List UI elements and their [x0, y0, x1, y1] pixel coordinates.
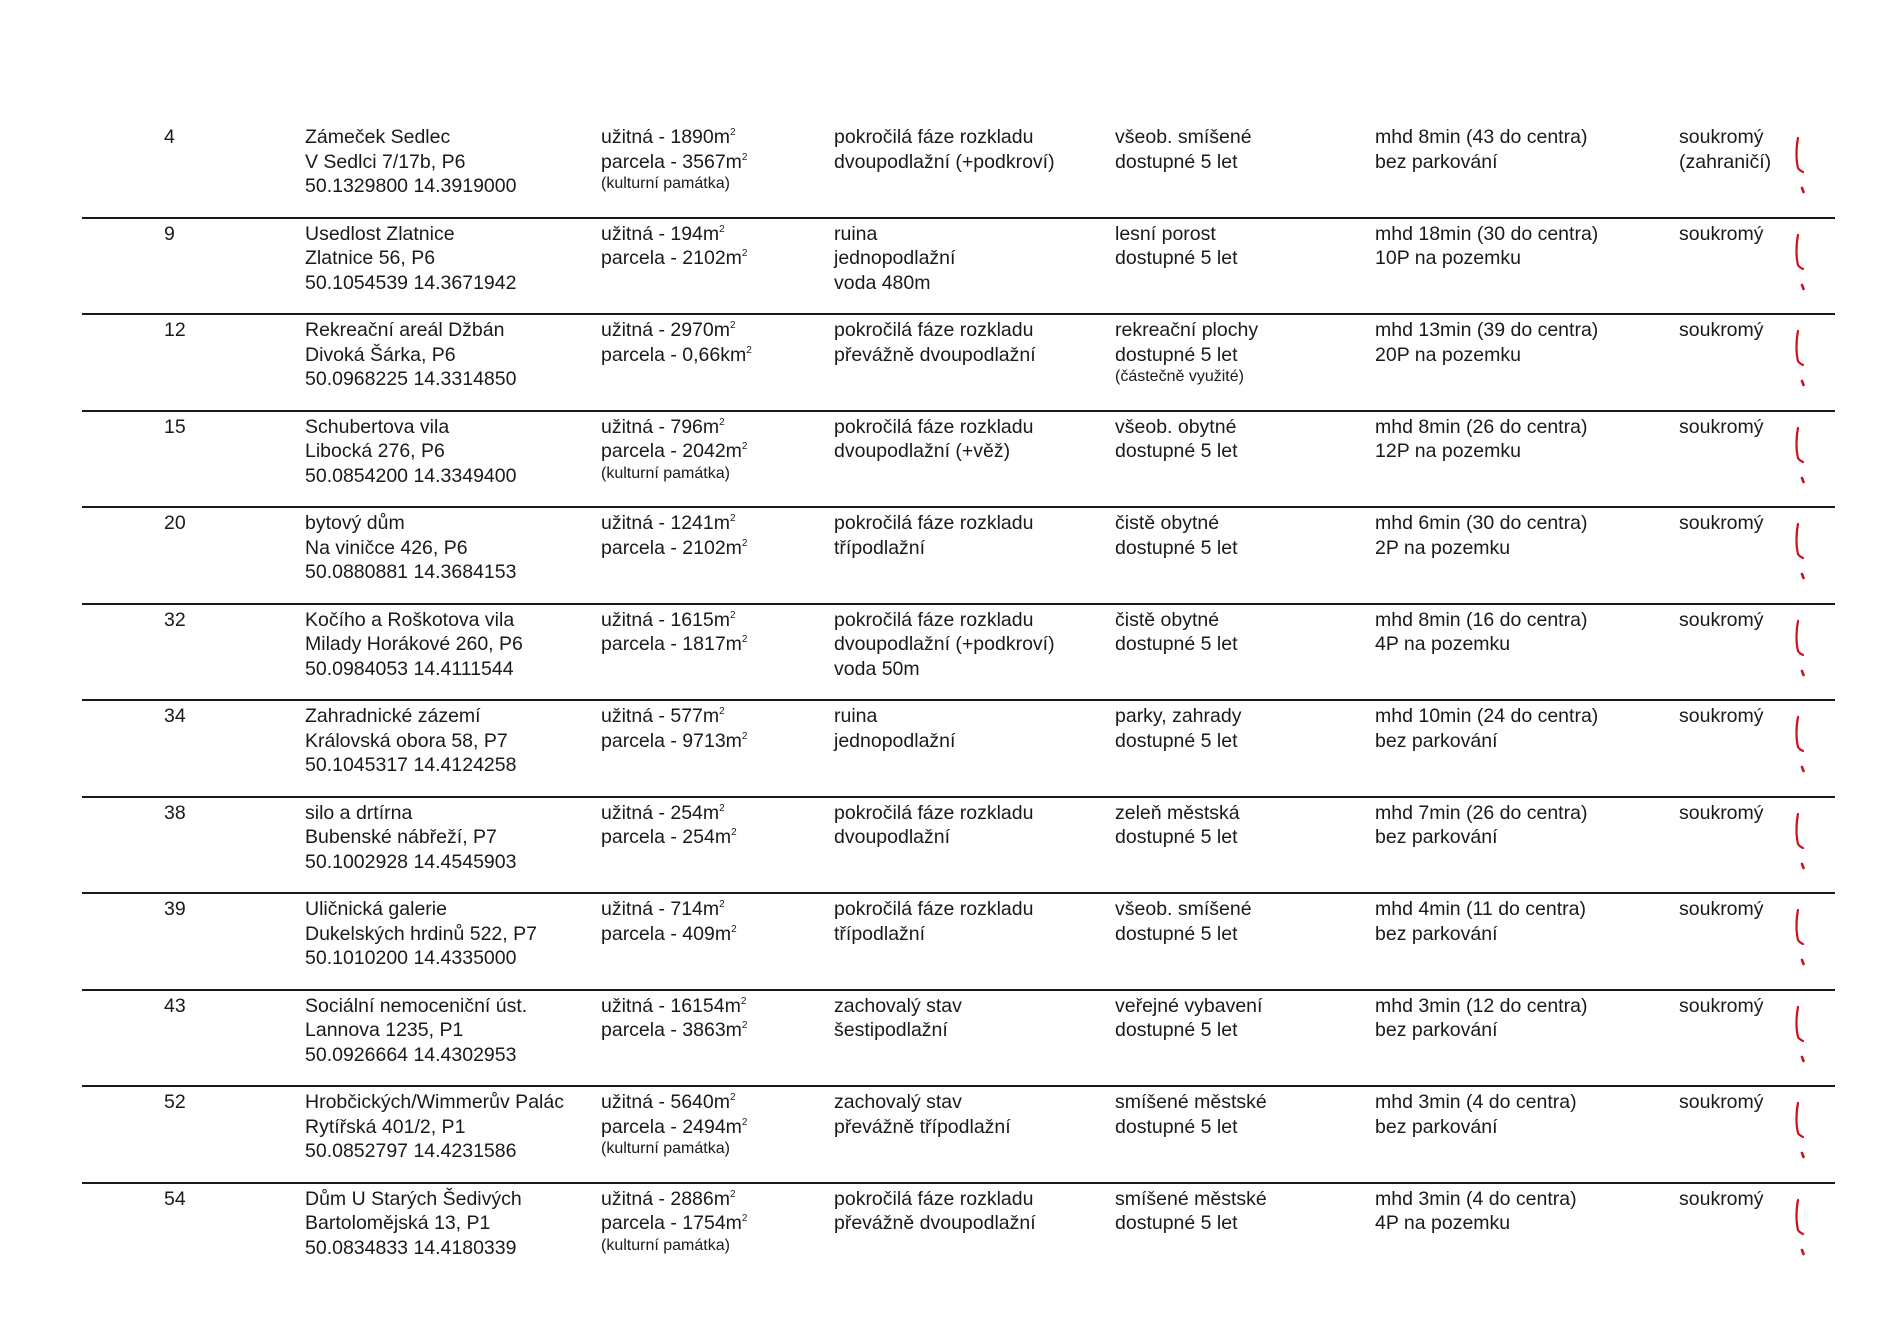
building-state	[834, 511, 1033, 560]
useful-area: užitná - $254m^2$	[601, 801, 725, 824]
use-line: dostupné 5 let	[1115, 633, 1238, 655]
name-line: Bartolomějská 13, P1	[305, 1212, 491, 1234]
transport-parking	[1375, 704, 1598, 753]
state-line: převážně třípodlažní	[834, 1115, 1011, 1138]
property-name-address	[305, 801, 516, 875]
area-info	[601, 511, 747, 560]
name-line: Divoká Šárka, P6	[305, 343, 456, 366]
red-mark-icon	[1794, 906, 1808, 968]
building-state	[834, 704, 955, 753]
parcel-area: parcela - $0,66km^2$	[601, 343, 752, 366]
state-line: dvoupodlažní	[834, 826, 951, 848]
mhd-line: mhd 10min (24 do centra)	[1375, 705, 1599, 727]
state-line: pokročilá fáze rozkladu	[834, 1187, 1034, 1210]
state-line: dvoupodlažní (+podkroví)	[834, 150, 1055, 173]
use-line: zeleň městská	[1115, 801, 1240, 824]
area-info	[601, 608, 747, 657]
use-line: dostupné 5 let	[1115, 729, 1238, 752]
use-line: smíšené městské	[1115, 1187, 1267, 1210]
mhd-line: mhd 3min (12 do centra)	[1375, 994, 1588, 1017]
name-line: Usedlost Zlatnice	[305, 222, 455, 245]
parcel-area: parcela - $2102m^2$	[601, 536, 748, 559]
row-number: 15	[164, 415, 186, 438]
ownership	[1679, 415, 1764, 440]
name-line: 50.1002928 14.4545903	[305, 850, 517, 873]
row-number: 38	[164, 801, 186, 824]
red-mark-icon	[1794, 1196, 1808, 1258]
use-line: dostupné 5 let	[1115, 1212, 1238, 1234]
state-line: pokročilá fáze rozkladu	[834, 898, 1034, 920]
parcel-area: parcela - $409m^2$	[601, 922, 737, 945]
owner-line: soukromý	[1679, 608, 1764, 631]
use-line: dostupné 5 let	[1115, 536, 1238, 559]
mhd-line: mhd 7min (26 do centra)	[1375, 801, 1588, 824]
ownership	[1679, 704, 1764, 729]
name-line: Na viničce 426, P6	[305, 536, 468, 559]
property-name-address	[305, 511, 516, 585]
ownership	[1679, 608, 1764, 633]
building-state	[834, 1090, 1011, 1139]
property-name-address	[305, 608, 523, 682]
name-line: Kočího a Roškotova vila	[305, 608, 515, 631]
owner-line: soukromý	[1679, 994, 1764, 1017]
owner-line: soukromý	[1679, 1187, 1764, 1210]
useful-area: užitná - $16154m^2$	[601, 994, 747, 1017]
mhd-line: bez parkování	[1375, 1019, 1498, 1041]
use-line: veřejné vybavení	[1115, 994, 1263, 1017]
owner-line: soukromý	[1679, 898, 1764, 920]
name-line: bytový dům	[305, 512, 405, 534]
area-info	[601, 415, 747, 484]
mhd-line: mhd 13min (39 do centra)	[1375, 319, 1599, 341]
state-line: jednopodlažní	[834, 729, 956, 752]
state-line: voda 480m	[834, 271, 931, 294]
name-line: 50.0834833 14.4180339	[305, 1236, 517, 1259]
transport-parking	[1375, 125, 1587, 174]
parcel-area: parcela - $2494m^2$	[601, 1115, 748, 1138]
name-line: Lannova 1235, P1	[305, 1019, 464, 1041]
useful-area: užitná - $577m^2$	[601, 705, 725, 727]
land-use	[1115, 1187, 1267, 1236]
row-number: 4	[164, 126, 175, 148]
building-state	[834, 125, 1055, 174]
row-number: 12	[164, 319, 186, 341]
use-line: všeob. smíšené	[1115, 126, 1252, 148]
table-row	[82, 315, 1835, 412]
property-name-address	[305, 704, 516, 778]
property-name-address	[305, 994, 527, 1068]
use-line: všeob. obytné	[1115, 415, 1237, 438]
property-name-address	[305, 318, 516, 392]
table-row	[82, 894, 1835, 991]
state-line: pokročilá fáze rozkladu	[834, 512, 1034, 534]
land-use	[1115, 1090, 1267, 1139]
state-line: jednopodlažní	[834, 247, 956, 269]
useful-area: užitná - $2970m^2$	[601, 319, 736, 341]
name-line: 50.1329800 14.3919000	[305, 175, 517, 197]
table-row	[82, 508, 1835, 605]
transport-parking	[1375, 511, 1587, 560]
name-line: 50.1045317 14.4124258	[305, 754, 517, 776]
state-line: třípodlažní	[834, 536, 926, 559]
table-row	[82, 701, 1835, 798]
mhd-line: bez parkování	[1375, 729, 1498, 752]
mhd-line: 20P na pozemku	[1375, 343, 1521, 366]
name-line: Libocká 276, P6	[305, 440, 445, 462]
heritage-note: (kulturní památka)	[601, 1236, 730, 1254]
land-use	[1115, 511, 1238, 560]
use-line: parky, zahrady	[1115, 705, 1242, 727]
name-line: 50.0852797 14.4231586	[305, 1140, 517, 1162]
building-state	[834, 318, 1036, 367]
parcel-area: parcela - $254m^2$	[601, 826, 737, 848]
ownership	[1679, 125, 1771, 174]
use-line: dostupné 5 let	[1115, 1115, 1238, 1138]
useful-area: užitná - $5640m^2$	[601, 1091, 736, 1113]
building-state	[834, 801, 1033, 850]
transport-parking	[1375, 801, 1587, 850]
state-line: ruina	[834, 705, 878, 727]
ownership	[1679, 1090, 1764, 1115]
state-line: voda 50m	[834, 657, 920, 680]
land-use	[1115, 897, 1252, 946]
row-number: 32	[164, 608, 186, 631]
use-line: dostupné 5 let	[1115, 150, 1238, 173]
heritage-note: (kulturní památka)	[601, 464, 730, 482]
land-use	[1115, 608, 1238, 657]
land-use	[1115, 318, 1258, 387]
red-mark-icon	[1794, 1003, 1808, 1065]
mhd-line: mhd 8min (16 do centra)	[1375, 608, 1588, 631]
land-use	[1115, 801, 1240, 850]
table-row	[82, 412, 1835, 509]
red-mark-icon	[1794, 713, 1808, 775]
transport-parking	[1375, 318, 1598, 367]
parcel-area: parcela - $3863m^2$	[601, 1019, 748, 1041]
table-row	[82, 1184, 1835, 1281]
property-name-address	[305, 897, 537, 971]
row-number: 43	[164, 994, 186, 1017]
mhd-line: mhd 8min (26 do centra)	[1375, 415, 1588, 438]
use-line: dostupné 5 let	[1115, 343, 1238, 366]
owner-line: soukromý	[1679, 319, 1764, 341]
building-state	[834, 415, 1033, 464]
transport-parking	[1375, 1090, 1577, 1139]
row-number: 20	[164, 512, 186, 534]
useful-area: užitná - $1890m^2$	[601, 126, 736, 148]
parcel-area: parcela - $1754m^2$	[601, 1212, 748, 1234]
area-info	[601, 704, 747, 753]
table-row	[82, 1087, 1835, 1184]
name-line: 50.1054539 14.3671942	[305, 271, 517, 294]
state-line: dvoupodlažní (+věž)	[834, 440, 1011, 462]
name-line: Bubenské nábřeží, P7	[305, 826, 497, 848]
name-line: 50.0968225 14.3314850	[305, 368, 517, 390]
name-line: Rytířská 401/2, P1	[305, 1115, 466, 1138]
use-line: dostupné 5 let	[1115, 826, 1238, 848]
table-row	[82, 122, 1835, 219]
state-line: pokročilá fáze rozkladu	[834, 415, 1034, 438]
name-line: silo a drtírna	[305, 801, 413, 824]
name-line: Královská obora 58, P7	[305, 729, 508, 752]
area-info	[601, 897, 737, 946]
name-line: Hrobčických/Wimmerův Palác	[305, 1091, 564, 1113]
mhd-line: mhd 3min (4 do centra)	[1375, 1187, 1577, 1210]
parcel-area: parcela - $1817m^2$	[601, 633, 748, 655]
building-state	[834, 222, 955, 296]
area-info	[601, 994, 747, 1043]
use-line: rekreační plochy	[1115, 319, 1259, 341]
use-line: lesní porost	[1115, 222, 1216, 245]
state-line: pokročilá fáze rozkladu	[834, 126, 1034, 148]
owner-line: soukromý	[1679, 222, 1764, 245]
state-line: pokročilá fáze rozkladu	[834, 801, 1034, 824]
ownership	[1679, 222, 1764, 247]
red-mark-icon	[1794, 327, 1808, 389]
area-info	[601, 125, 747, 194]
property-name-address	[305, 125, 516, 199]
land-use	[1115, 704, 1241, 753]
parcel-area: parcela - $3567m^2$	[601, 150, 748, 173]
use-line: čistě obytné	[1115, 512, 1220, 534]
name-line: 50.0854200 14.3349400	[305, 464, 517, 487]
state-line: pokročilá fáze rozkladu	[834, 319, 1034, 341]
owner-line: soukromý	[1679, 1091, 1764, 1113]
area-info	[601, 1187, 747, 1256]
useful-area: užitná - $714m^2$	[601, 898, 725, 920]
mhd-line: 4P na pozemku	[1375, 1212, 1511, 1234]
area-info	[601, 222, 747, 271]
use-line: dostupné 5 let	[1115, 1019, 1238, 1041]
use-line: smíšené městské	[1115, 1091, 1267, 1113]
use-line: dostupné 5 let	[1115, 922, 1238, 945]
name-line: 50.0984053 14.4111544	[305, 657, 514, 680]
use-line: dostupné 5 let	[1115, 247, 1238, 269]
useful-area: užitná - $796m^2$	[601, 415, 725, 438]
building-state	[834, 897, 1033, 946]
red-mark-icon	[1794, 810, 1808, 872]
area-info	[601, 318, 752, 367]
building-state	[834, 608, 1055, 682]
property-name-address	[305, 1090, 564, 1164]
row-number: 34	[164, 705, 186, 727]
name-line: Zahradnické zázemí	[305, 705, 481, 727]
ownership	[1679, 801, 1764, 826]
red-mark-icon	[1794, 134, 1808, 196]
parcel-area: parcela - $2042m^2$	[601, 440, 748, 462]
land-use	[1115, 125, 1252, 174]
transport-parking	[1375, 897, 1586, 946]
state-line: šestipodlažní	[834, 1019, 948, 1041]
area-info	[601, 801, 737, 850]
land-use	[1115, 415, 1238, 464]
property-name-address	[305, 222, 516, 296]
state-line: převážně dvoupodlažní	[834, 343, 1036, 366]
red-mark-icon	[1794, 1099, 1808, 1161]
use-line: všeob. smíšené	[1115, 898, 1252, 920]
row-number: 52	[164, 1091, 186, 1113]
state-line: převážně dvoupodlažní	[834, 1212, 1036, 1234]
useful-area: užitná - $1241m^2$	[601, 512, 736, 534]
owner-line: soukromý	[1679, 415, 1764, 438]
state-line: zachovalý stav	[834, 1091, 962, 1113]
name-line: Zlatnice 56, P6	[305, 247, 436, 269]
name-line: 50.0880881 14.3684153	[305, 561, 517, 583]
state-line: pokročilá fáze rozkladu	[834, 608, 1034, 631]
mhd-line: mhd 4min (11 do centra)	[1375, 898, 1586, 920]
mhd-line: 10P na pozemku	[1375, 247, 1521, 269]
heritage-note: (kulturní památka)	[601, 175, 730, 192]
red-mark-icon	[1794, 520, 1808, 582]
red-mark-icon	[1794, 424, 1808, 486]
owner-line: soukromý	[1679, 801, 1764, 824]
name-line: Dukelských hrdinů 522, P7	[305, 922, 537, 945]
name-line: V Sedlci 7/17b, P6	[305, 150, 466, 173]
land-use	[1115, 994, 1262, 1043]
parcel-area: parcela - $2102m^2$	[601, 247, 748, 269]
property-name-address	[305, 415, 516, 489]
property-table	[82, 122, 1835, 1280]
mhd-line: bez parkování	[1375, 922, 1498, 945]
owner-line: soukromý	[1679, 512, 1764, 534]
area-info	[601, 1090, 747, 1159]
mhd-line: bez parkování	[1375, 826, 1498, 848]
parcel-area: parcela - $9713m^2$	[601, 729, 748, 752]
transport-parking	[1375, 415, 1587, 464]
name-line: Milady Horákové 260, P6	[305, 633, 523, 655]
name-line: Dům U Starých Šedivých	[305, 1187, 522, 1210]
building-state	[834, 994, 962, 1043]
name-line: Rekreační areál Džbán	[305, 319, 505, 341]
row-number: 39	[164, 898, 186, 920]
transport-parking	[1375, 222, 1598, 271]
state-line: dvoupodlažní (+podkroví)	[834, 633, 1055, 655]
table-row	[82, 798, 1835, 895]
table-row	[82, 605, 1835, 702]
ownership	[1679, 511, 1764, 536]
use-line: dostupné 5 let	[1115, 440, 1238, 462]
heritage-note: (kulturní památka)	[601, 1140, 730, 1157]
ownership	[1679, 897, 1764, 922]
table-row	[82, 991, 1835, 1088]
ownership	[1679, 318, 1764, 343]
land-use	[1115, 222, 1238, 271]
ownership	[1679, 1187, 1764, 1212]
mhd-line: mhd 6min (30 do centra)	[1375, 512, 1588, 534]
name-line: Sociální nemoceniční úst.	[305, 994, 528, 1017]
red-mark-icon	[1794, 231, 1808, 293]
mhd-line: bez parkování	[1375, 1115, 1498, 1138]
mhd-line: 12P na pozemku	[1375, 440, 1521, 462]
mhd-line: mhd 8min (43 do centra)	[1375, 126, 1588, 148]
name-line: Uličnická galerie	[305, 898, 447, 920]
use-line: čistě obytné	[1115, 608, 1220, 631]
table-row	[82, 219, 1835, 316]
transport-parking	[1375, 1187, 1577, 1236]
name-line: Schubertova vila	[305, 415, 450, 438]
state-line: třípodlažní	[834, 922, 926, 945]
land-use-note: (částečně využité)	[1115, 368, 1244, 385]
mhd-line: 2P na pozemku	[1375, 536, 1511, 559]
building-state	[834, 1187, 1036, 1236]
property-name-address	[305, 1187, 522, 1261]
red-mark-icon	[1794, 617, 1808, 679]
ownership	[1679, 994, 1764, 1019]
mhd-line: 4P na pozemku	[1375, 633, 1511, 655]
row-number: 9	[164, 222, 175, 245]
mhd-line: mhd 18min (30 do centra)	[1375, 222, 1599, 245]
useful-area: užitná - $2886m^2$	[601, 1187, 736, 1210]
name-line: 50.0926664 14.4302953	[305, 1043, 517, 1066]
name-line: Zámeček Sedlec	[305, 126, 451, 148]
owner-line: (zahraničí)	[1679, 150, 1772, 173]
transport-parking	[1375, 608, 1587, 657]
transport-parking	[1375, 994, 1587, 1043]
state-line: ruina	[834, 222, 878, 245]
useful-area: užitná - $194m^2$	[601, 222, 725, 245]
mhd-line: bez parkování	[1375, 150, 1498, 173]
owner-line: soukromý	[1679, 126, 1764, 148]
mhd-line: mhd 3min (4 do centra)	[1375, 1091, 1577, 1113]
useful-area: užitná - $1615m^2$	[601, 608, 736, 631]
row-number: 54	[164, 1187, 186, 1210]
owner-line: soukromý	[1679, 705, 1764, 727]
name-line: 50.1010200 14.4335000	[305, 947, 517, 969]
state-line: zachovalý stav	[834, 994, 962, 1017]
